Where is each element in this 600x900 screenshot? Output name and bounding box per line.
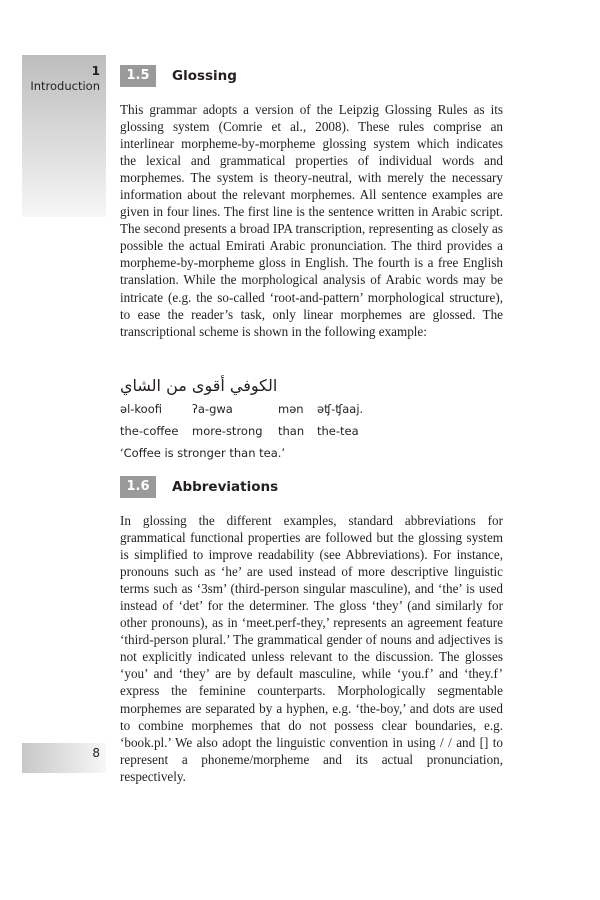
section-heading-glossing: [120, 65, 237, 87]
transcription-word: ʔa-gwa: [192, 402, 233, 416]
chapter-title: Introduction: [30, 79, 100, 93]
transcription-word: əl-koofi: [120, 402, 162, 416]
example-arabic-line: الكوفي أقوى من الشاي: [120, 376, 278, 395]
gloss-word: the-coffee: [120, 424, 179, 438]
section-number: 1.6: [120, 476, 156, 498]
gloss-word: more-strong: [192, 424, 263, 438]
transcription-word: əʧ-ʧaaj.: [317, 402, 364, 416]
section-title: Abbreviations: [172, 479, 279, 495]
page-number-tab: [22, 743, 106, 773]
chapter-number: 1: [91, 64, 100, 78]
transcription-word: mən: [278, 402, 304, 416]
gloss-word: than: [278, 424, 305, 438]
gloss-word: the-tea: [317, 424, 359, 438]
glossing-paragraph: This grammar adopts a version of the Leipzig Glossing Rules as its glossing system (Comrie et al., 2008). These rules comprise an interlinear morpheme-by-morpheme glossing system which indicates the lexical and grammatical properties of individual words and morphemes. The system is theory-neutral, with merely the necessary information about the relevant morphemes. All sentence examples are given in four lines. The first line is the sentence written in Arabic script. The second presents a broad IPA transcription, representing as closely as possible the actual Emirati Arabic pronunciation. The third provides a morpheme-by-morpheme gloss in English. The fourth is a free English translation. While the morphological analysis of Arabic words may be intricate (e.g. the so-called ‘root-and-pattern’ morphological structure), to ease the reader’s task, only linear morphemes are glossed. The transcriptional scheme is shown in the following example:: [120, 102, 503, 339]
chapter-tab: [22, 55, 106, 217]
page-number: 8: [92, 746, 100, 760]
section-title: Glossing: [172, 68, 237, 84]
abbreviations-paragraph: In glossing the different examples, standard abbreviations for grammatical functional properties are followed but the glossing system is simplified to improve readability (see Abbreviations). For instance, pronouns such as ‘he’ are used instead of more descriptive linguistic terms such as ‘3sm’ (third-person singular masculine), and ‘the’ is used instead of ‘det’ for the determiner. The gloss ‘they’ (and similarly for other pronouns), as in ‘meet.perf-they,’ represents an agreement feature ‘third-person plural.’ The grammatical gender of nouns and adjectives is not explicitly indicated unless relevant to the discussion. The glosses ‘you’ and ‘they’ are by default masculine, while ‘you.f’ and ‘they.f’ express the feminine counterparts. Morphologically segmentable morphemes are separated by a hyphen, e.g. ‘the-boy,’ and dots are used to combine morphemes that do not possess clear boundaries, e.g. ‘book.pl.’ We also adopt the linguistic convention in using / / and [] to represent a phoneme/morpheme and its actual pronunciation, respectively.: [120, 513, 503, 784]
section-number: 1.5: [120, 65, 156, 87]
example-translation: ‘Coffee is stronger than tea.’: [120, 446, 286, 460]
section-heading-abbreviations: [120, 476, 278, 498]
